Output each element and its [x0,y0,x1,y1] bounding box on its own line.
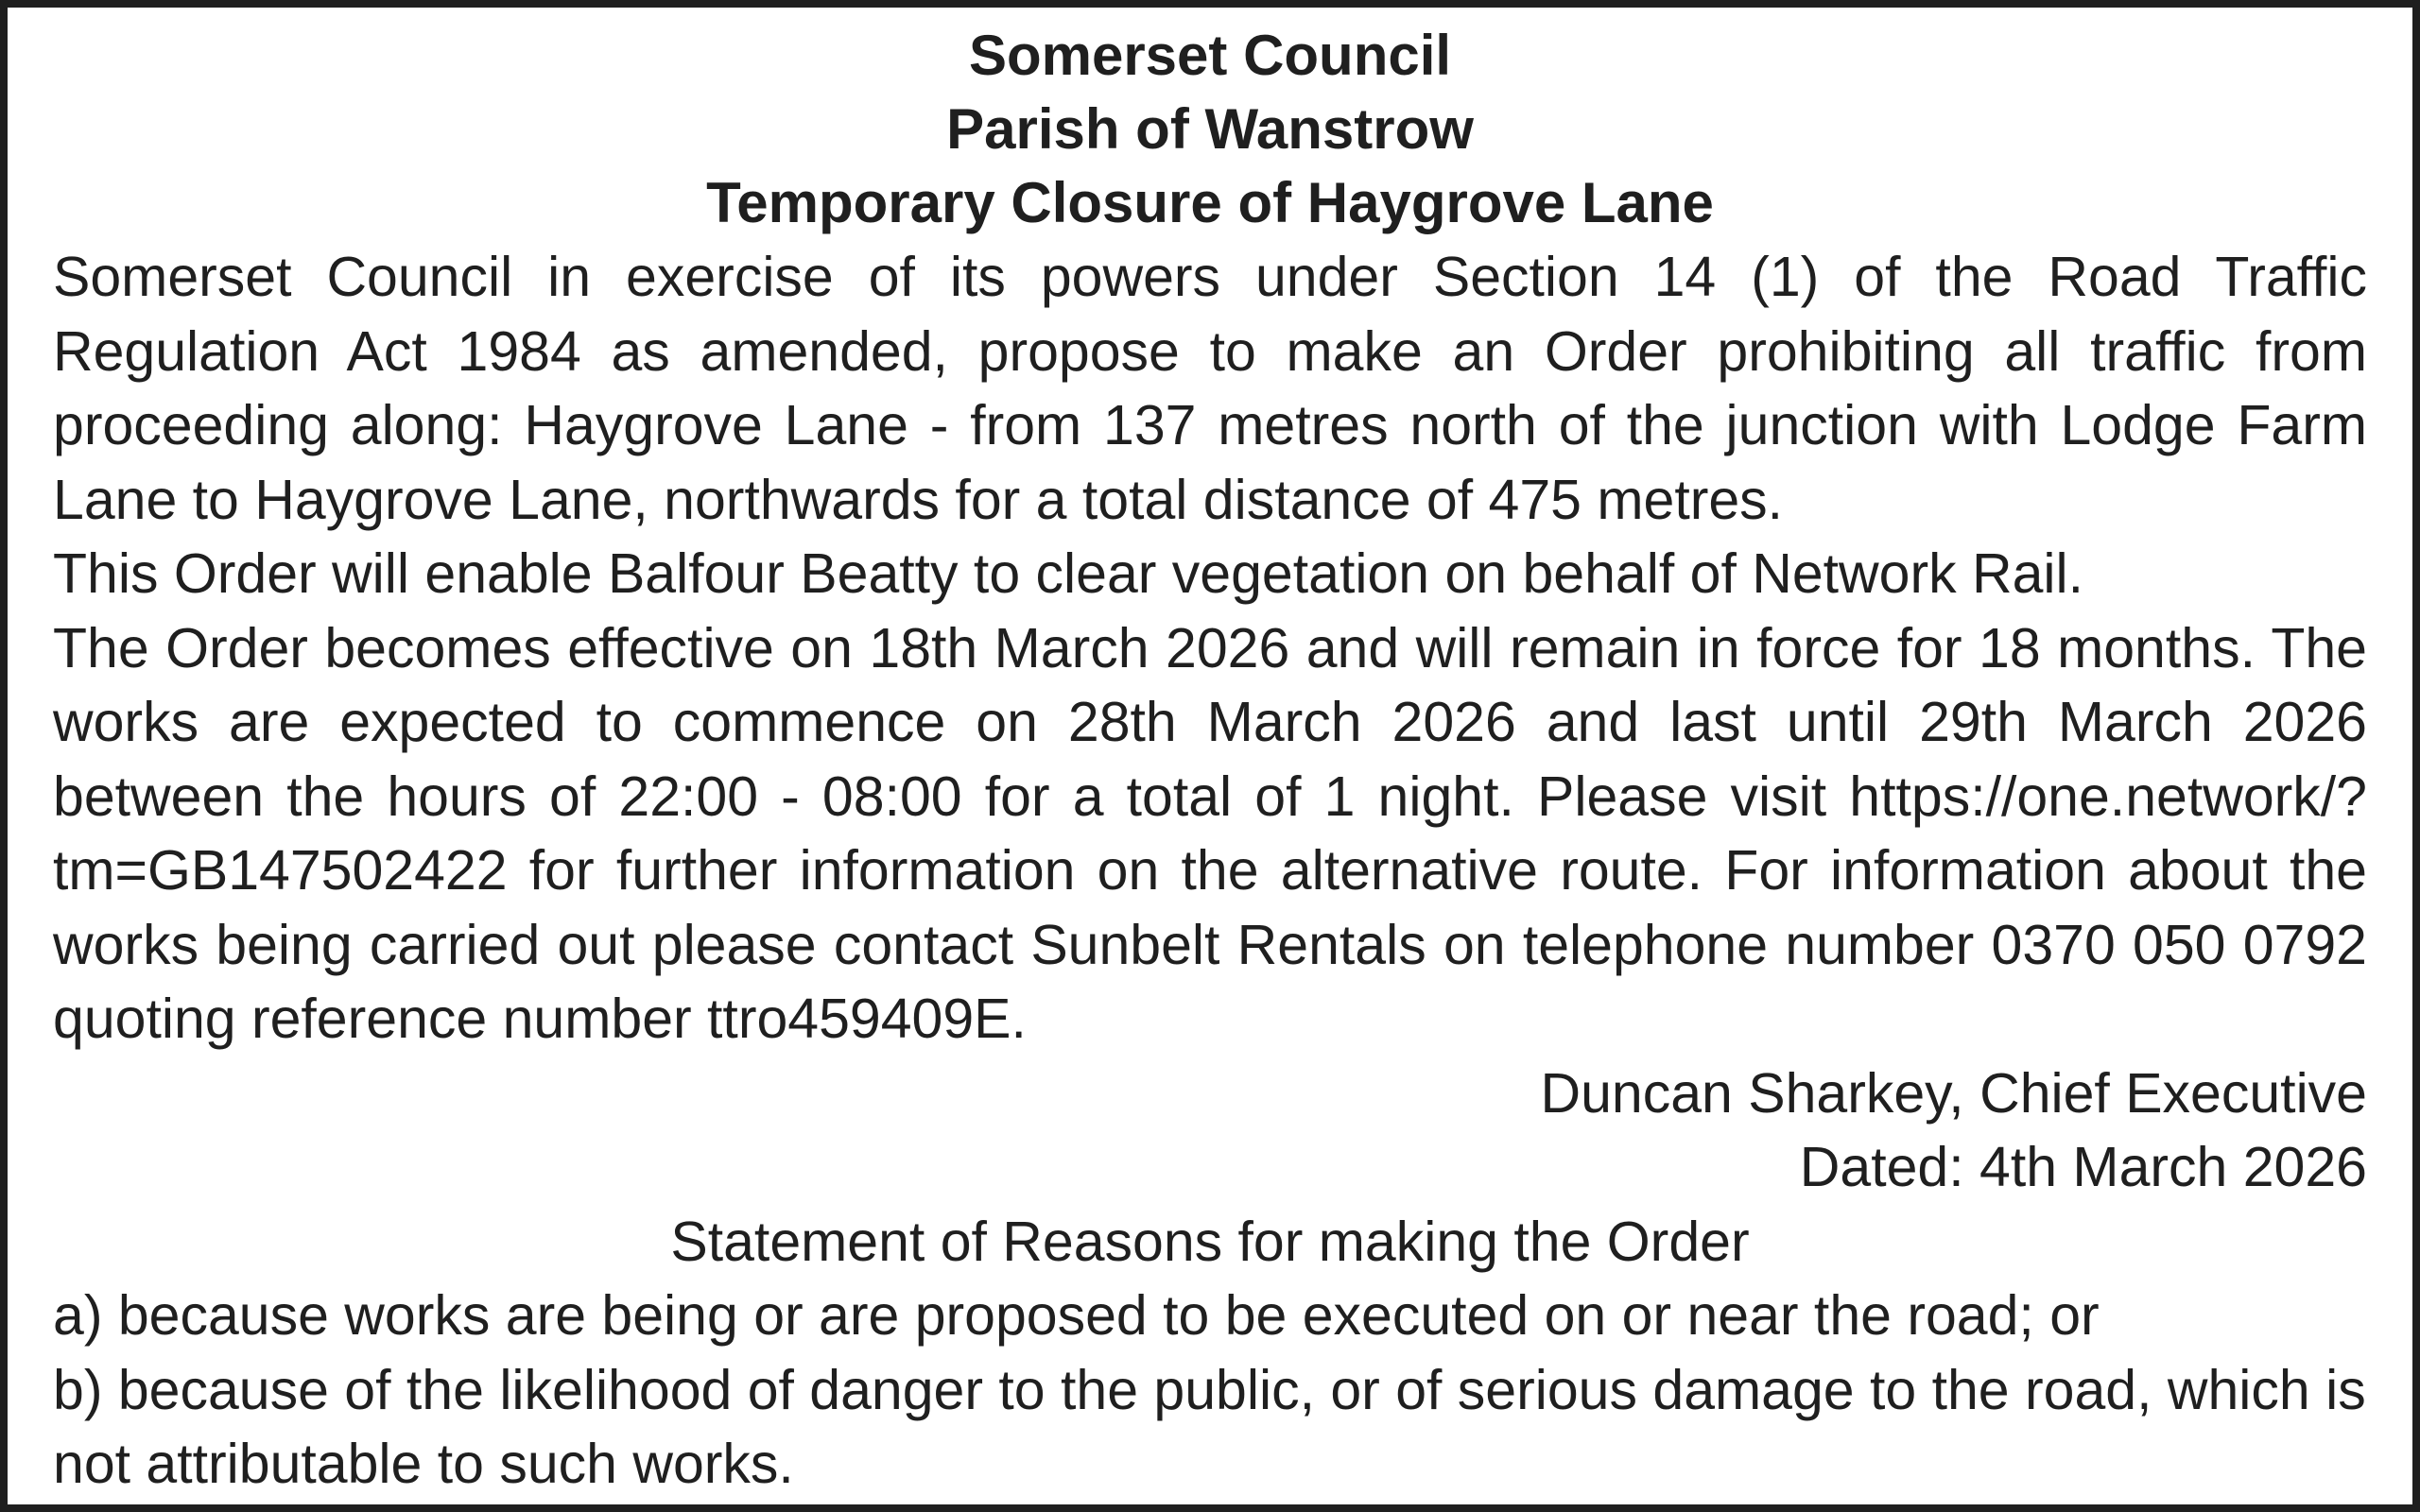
date-line: Dated: 4th March 2026 [1799,1136,2367,1198]
reason-b: b) because of the likelihood of danger to the public, or of serious damage to the road, which is not attributable to such works. [53,1358,2366,1495]
signatory: Duncan Sharkey, Chief Executive [1540,1061,2367,1125]
order-description: Somerset Council in exercise of its powers under Section 14 (1) of the Road Traffic Regulation Act 1984 as amended, propose to make an Order prohibiting all traffic from proceeding along: Haygrove Lane - from 137 metres north of the junction with Lodge Farm Lane to Haygrove Lane, northwards for a total distance of 475 metres. [53,246,2367,531]
reasons-heading: Statement of Reasons for making the Order [670,1210,1750,1273]
parish-name: Parish of Wanstrow [946,97,1474,161]
council-name: Somerset Council [968,24,1452,87]
notice-title: Temporary Closure of Haygrove Lane [706,171,1714,234]
order-purpose: This Order will enable Balfour Beatty to clear vegetation on behalf of Network Rail. [53,542,2084,605]
order-details: The Order becomes effective on 18th March 2026 and will remain in force for 18 months. The works are expected to commence on 28th March 2026 and last until 29th March 2026 between the hours of 22:00 - 08:00 for a total of 1 night. Please visit https://one.network/?tm=GB147502422 for further information on the alternative route. For information about the works being carried out please contact Sunbelt Rentals on telephone number 0370 050 0792 quoting reference number ttro459409E. [53,616,2367,1050]
reason-a: a) because works are being or are proposed to be executed on or near the road; or [53,1284,2100,1347]
